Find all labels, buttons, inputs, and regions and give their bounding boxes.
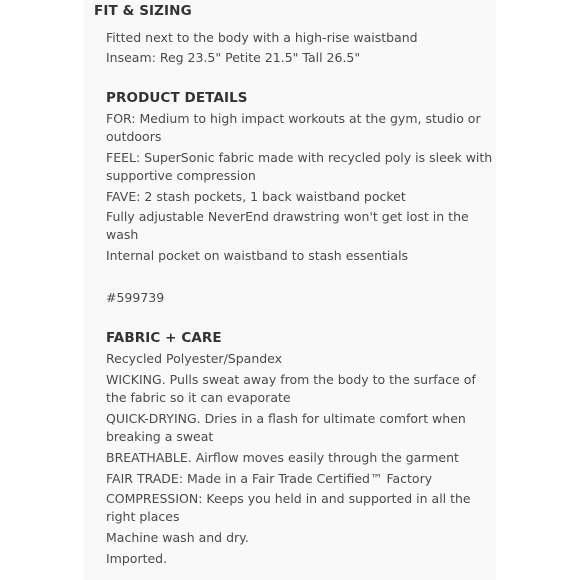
fabric-care-line: FAIR TRADE: Made in a Fair Trade Certified™ Factory bbox=[106, 471, 433, 486]
style-number: #599739 bbox=[106, 290, 165, 305]
product-details-line: FOR: Medium to high impact workouts at the gym, studio or bbox=[106, 111, 481, 126]
fabric-care-line: COMPRESSION: Keeps you held in and supported in all the bbox=[106, 491, 471, 506]
fabric-care-line: WICKING. Pulls sweat away from the body to the surface of bbox=[106, 372, 476, 387]
fit-sizing-line: Fitted next to the body with a high-rise waistband bbox=[106, 30, 418, 45]
fabric-care-line: BREATHABLE. Airflow moves easily through the garment bbox=[106, 450, 459, 465]
fabric-care-line: the fabric so it can evaporate bbox=[106, 390, 291, 405]
product-details-line: supportive compression bbox=[106, 168, 256, 183]
product-details-line: Internal pocket on waistband to stash essentials bbox=[106, 248, 409, 263]
fabric-care-line: Imported. bbox=[106, 551, 168, 566]
fabric-care-heading: FABRIC + CARE bbox=[106, 330, 222, 346]
fit-sizing-heading: FIT & SIZING bbox=[94, 3, 192, 19]
fabric-care-line: breaking a sweat bbox=[106, 429, 214, 444]
fabric-care-line: QUICK-DRYING. Dries in a flash for ultimate comfort when bbox=[106, 411, 466, 426]
fabric-care-line: Recycled Polyester/Spandex bbox=[106, 351, 283, 366]
product-details-line: FAVE: 2 stash pockets, 1 back waistband pocket bbox=[106, 189, 406, 204]
product-details-line: Fully adjustable NeverEnd drawstring won't get lost in the bbox=[106, 209, 469, 224]
product-details-heading: PRODUCT DETAILS bbox=[106, 90, 248, 106]
product-details-line: FEEL: SuperSonic fabric made with recycled poly is sleek with bbox=[106, 150, 493, 165]
fabric-care-line: right places bbox=[106, 509, 180, 524]
product-details-line: wash bbox=[106, 227, 139, 242]
product-details-line: outdoors bbox=[106, 129, 162, 144]
fit-sizing-line: Inseam: Reg 23.5" Petite 21.5" Tall 26.5" bbox=[106, 50, 361, 65]
fabric-care-line: Machine wash and dry. bbox=[106, 530, 249, 545]
